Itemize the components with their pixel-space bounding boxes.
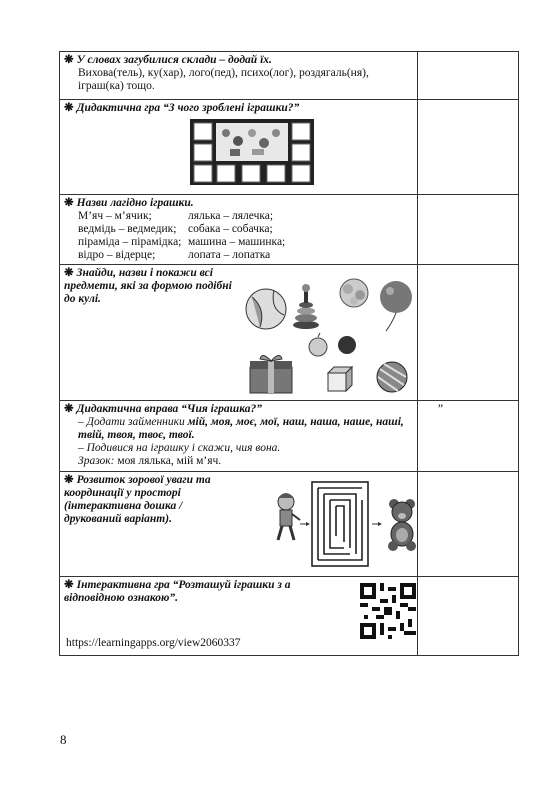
table-row (60, 52, 519, 100)
table-row (60, 577, 519, 656)
activity-text: Вихова(тель), ку(хар), лого(пед), психо(лог), роздягаль(ня), іграш(ка) тощо. (78, 67, 369, 92)
apple-icon (309, 333, 327, 356)
materials-game-image (190, 119, 314, 185)
maze-image (272, 480, 418, 570)
resource-link[interactable]: https://learningapps.org/view2060337 (66, 637, 241, 649)
balloon-icon (380, 281, 412, 331)
pronoun-list: мій, моя, моє, мої, наш, наша, наше, наші, твій, твоя, твоє, твої. (78, 416, 404, 441)
instruction-text: – Додати займенники (78, 416, 188, 428)
activity-cell (60, 100, 418, 195)
word-pair: відро – відерце; (78, 249, 156, 261)
activity-cell (60, 401, 418, 472)
activity-cell (60, 472, 418, 577)
word-pair: собака – собачка; (188, 223, 273, 235)
pyramid-toy-icon (293, 284, 319, 329)
boy-icon (278, 493, 300, 540)
side-cell (418, 577, 519, 656)
activity-title: Дидактична гра “З чого зроблені іграшки?” (76, 102, 300, 114)
teddy-bear-icon (388, 499, 416, 551)
word-pair: піраміда – пірамідка; (78, 236, 182, 248)
bullet-icon: ❋ (64, 54, 74, 66)
activity-cell (60, 52, 418, 100)
activity-cell (60, 577, 418, 656)
gift-box-icon (250, 355, 292, 393)
word-pair: машина – машинка; (188, 236, 286, 248)
word-pair: ведмідь – ведмедик; (78, 223, 177, 235)
side-cell (418, 100, 519, 195)
ball-icon (338, 336, 356, 354)
toys-shapes-image (244, 275, 422, 395)
striped-ball-icon (377, 362, 407, 392)
side-cell (418, 401, 519, 472)
beach-ball-icon (246, 289, 286, 329)
table-row (60, 401, 519, 472)
activity-title: Дидактична вправа “Чия іграшка?” (76, 403, 262, 415)
bullet-icon: ❋ (64, 579, 74, 591)
example-text: моя лялька, мій м’яч. (114, 455, 222, 467)
activity-title: Розвиток зорової уваги та координації у просторі (інтерактивна дошка / друкований варіант). (64, 474, 211, 525)
activity-cell (60, 195, 418, 265)
qr-code-image (360, 583, 416, 639)
instruction-text: – Подивися на іграшку і скажи, чия вона. (78, 442, 281, 454)
side-mark: ” (438, 403, 444, 415)
table-row (60, 100, 519, 195)
table-row (60, 265, 519, 401)
side-cell (418, 265, 519, 401)
table-row (60, 195, 519, 265)
word-pairs (64, 210, 413, 262)
bullet-icon: ❋ (64, 403, 74, 415)
word-pair: лопата – лопатка (188, 249, 271, 261)
word-pair: лялька – лялечка; (188, 210, 274, 222)
side-cell (418, 195, 519, 265)
activity-title: У словах загубилися склади – додай їх. (76, 54, 272, 66)
activity-cell (60, 265, 418, 401)
maze-icon (312, 482, 368, 566)
lesson-table (59, 51, 519, 656)
bullet-icon: ❋ (64, 102, 74, 114)
cube-icon (328, 367, 352, 391)
bullet-icon: ❋ (64, 197, 74, 209)
bullet-icon: ❋ (64, 474, 74, 486)
activity-title: Знайди, назви і покажи всі предмети, які за формою подібні до кулі. (64, 267, 232, 305)
example-label: Зразок: (78, 455, 115, 467)
side-cell (418, 52, 519, 100)
side-cell (418, 472, 519, 577)
word-pair: М’яч – м’ячик; (78, 210, 152, 222)
page-number: 8 (60, 732, 67, 747)
flower-icon (340, 279, 368, 307)
activity-title: Назви лагідно іграшки. (76, 197, 194, 209)
bullet-icon: ❋ (64, 267, 74, 279)
table-row (60, 472, 519, 577)
activity-title: Інтерактивна гра “Розташуй іграшки з а відповідною ознакою”. (64, 579, 291, 604)
